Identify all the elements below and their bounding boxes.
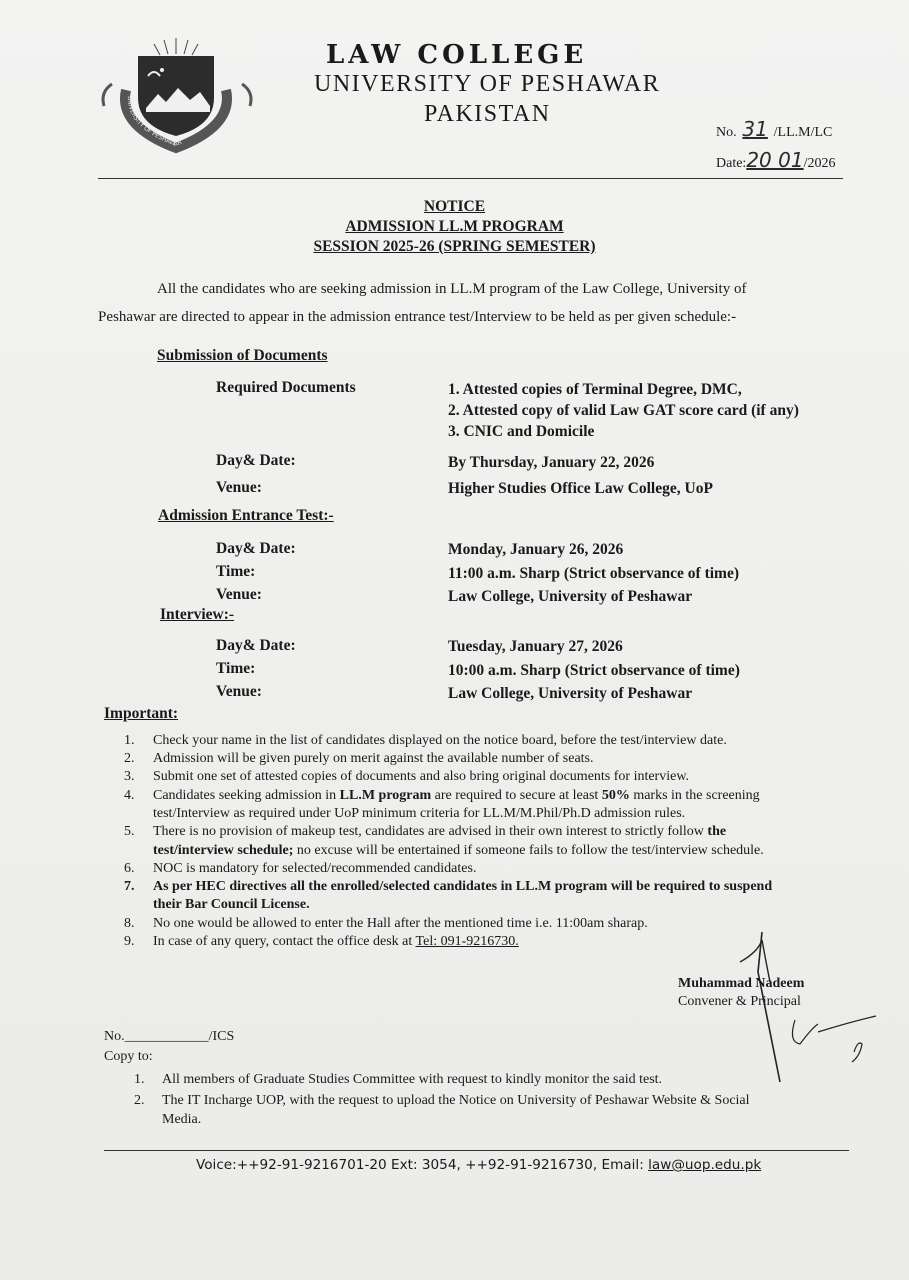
- signatory-title: Convener & Principal: [678, 994, 801, 1009]
- important-item-continued: test/interview schedule; no excuse will be entertained if someone fails to follow the test/interview schedule.: [153, 843, 764, 858]
- office-phone-link: Tel: 091-9216730.: [415, 934, 519, 949]
- university-seal-logo: [98, 36, 256, 154]
- interview-venue-value: Law College, University of Peshawar: [448, 685, 693, 702]
- submission-day-label: Day& Date:: [216, 452, 296, 469]
- ref-handwritten: 31: [742, 117, 768, 141]
- test-venue-value: Law College, University of Peshawar: [448, 588, 693, 605]
- copy-item-number: 1.: [134, 1072, 145, 1087]
- intro-line-1: All the candidates who are seeking admission in LL.M program of the Law College, University of: [157, 281, 747, 297]
- important-item-continued: their Bar Council License.: [153, 897, 310, 912]
- important-item: Admission will be given purely on merit against the available number of seats.: [153, 751, 594, 766]
- handwritten-signature: [700, 932, 880, 1092]
- important-item: As per HEC directives all the enrolled/selected candidates in LL.M program will be required to suspend: [153, 879, 773, 894]
- document-item: 1. Attested copies of Terminal Degree, DMC,: [448, 381, 742, 398]
- date-handwritten: 20 01: [746, 148, 804, 172]
- copy-item: All members of Graduate Studies Committee with request to kindly monitor the said test.: [162, 1072, 663, 1087]
- important-item: NOC is mandatory for selected/recommended candidates.: [153, 861, 477, 876]
- important-item: Submit one set of attested copies of documents and also bring original documents for interview.: [153, 769, 690, 784]
- submission-venue-value: Higher Studies Office Law College, UoP: [448, 480, 713, 497]
- test-time-label: Time:: [216, 563, 256, 580]
- interview-time-label: Time:: [216, 660, 256, 677]
- important-item-number: 7.: [124, 879, 135, 894]
- required-documents-label: Required Documents: [216, 379, 356, 396]
- important-item-number: 5.: [124, 824, 135, 839]
- important-item: No one would be allowed to enter the Hall after the mentioned time i.e. 11:00am sharap.: [153, 916, 648, 931]
- submission-heading: Submission of Documents: [157, 347, 328, 364]
- country-name: PAKISTAN: [424, 101, 551, 127]
- important-item: Candidates seeking admission in LL.M program are required to secure at least 50% marks in the screening: [153, 788, 760, 803]
- important-item: In case of any query, contact the office desk at Tel: 091-9216730.: [153, 934, 519, 949]
- interview-day-value: Tuesday, January 27, 2026: [448, 638, 623, 655]
- reference-number: No. 31 /LL.M/LC: [716, 117, 833, 141]
- document-item: 3. CNIC and Domicile: [448, 423, 595, 440]
- test-day-label: Day& Date:: [216, 540, 296, 557]
- important-item-number: 4.: [124, 788, 135, 803]
- interview-day-label: Day& Date:: [216, 637, 296, 654]
- email-link[interactable]: law@uop.edu.pk: [648, 1157, 762, 1173]
- important-item-number: 9.: [124, 934, 135, 949]
- copy-item-continued: Media.: [162, 1112, 202, 1127]
- interview-time-value: 10:00 a.m. Sharp (Strict observance of time): [448, 662, 740, 679]
- university-name: UNIVERSITY OF PESHAWAR: [314, 71, 661, 97]
- intro-line-2: Peshawar are directed to appear in the admission entrance test/Interview to be held as per given schedule:-: [98, 309, 737, 325]
- important-item-number: 8.: [124, 916, 135, 931]
- important-heading: Important:: [104, 705, 179, 722]
- copy-item: The IT Incharge UOP, with the request to upload the Notice on University of Peshawar Website & Social: [162, 1093, 750, 1108]
- notice-title: NOTICE: [423, 198, 486, 215]
- college-name: LAW COLLEGE: [326, 40, 588, 70]
- test-venue-label: Venue:: [216, 586, 262, 603]
- important-item-number: 6.: [124, 861, 135, 876]
- footer-contact: Voice:++92-91-9216701-20 Ext: 3054, ++92-91-9216730, Email: law@uop.edu.pk: [196, 1157, 762, 1173]
- document-item: 2. Attested copy of valid Law GAT score card (if any): [448, 402, 799, 419]
- session-title: SESSION 2025-26 (SPRING SEMESTER): [313, 238, 596, 255]
- important-item-number: 1.: [124, 733, 135, 748]
- signatory-name: Muhammad Nadeem: [678, 976, 805, 991]
- important-item: Check your name in the list of candidates displayed on the notice board, before the test/interview date.: [153, 733, 727, 748]
- interview-venue-label: Venue:: [216, 683, 262, 700]
- copy-reference: No.____________/ICS: [104, 1029, 235, 1044]
- header-divider: [98, 178, 843, 179]
- copy-item-number: 2.: [134, 1093, 145, 1108]
- copy-to-label: Copy to:: [104, 1049, 153, 1064]
- important-item-number: 2.: [124, 751, 135, 766]
- program-title: ADMISSION LL.M PROGRAM: [345, 218, 564, 235]
- reference-date: Date:20 01/2026: [716, 148, 836, 172]
- important-item: There is no provision of makeup test, candidates are advised in their own interest to strictly follow the: [153, 824, 727, 839]
- test-day-value: Monday, January 26, 2026: [448, 541, 624, 558]
- important-item-number: 3.: [124, 769, 135, 784]
- footer-divider: [104, 1150, 849, 1151]
- submission-venue-label: Venue:: [216, 479, 262, 496]
- important-item-continued: test/Interview as required under UoP minimum criteria for LL.M/M.Phil/Ph.D admission rules.: [153, 806, 686, 821]
- test-time-value: 11:00 a.m. Sharp (Strict observance of time): [448, 565, 740, 582]
- test-heading: Admission Entrance Test:-: [158, 507, 334, 524]
- interview-heading: Interview:-: [160, 606, 235, 623]
- submission-day-value: By Thursday, January 22, 2026: [448, 454, 655, 471]
- seal-text: UNIVERSITY OF PESHAWAR: [125, 96, 184, 149]
